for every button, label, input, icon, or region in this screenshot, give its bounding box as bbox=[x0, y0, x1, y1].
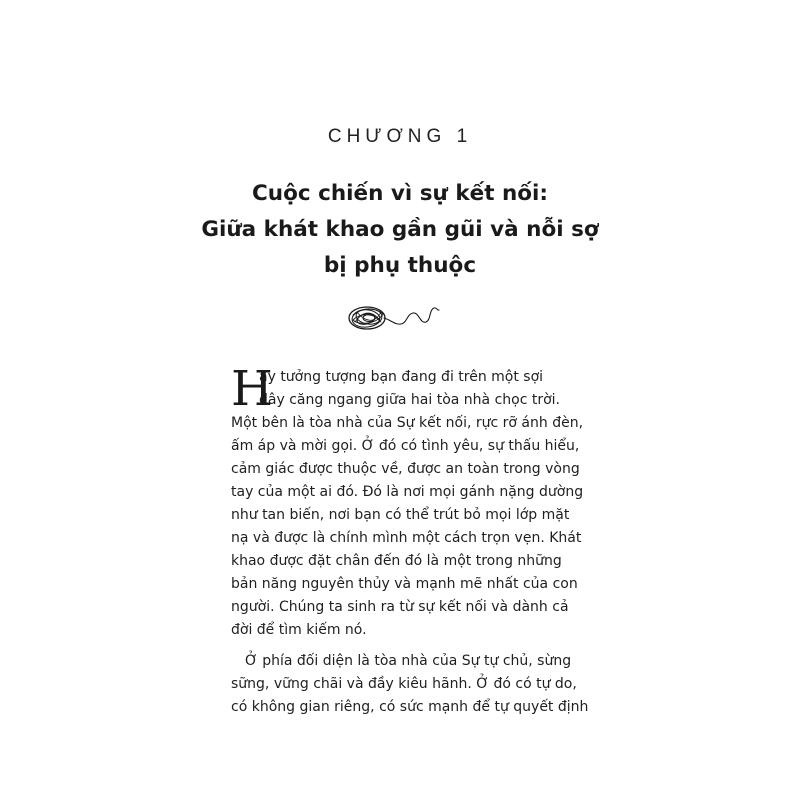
paragraph-line: Một bên là tòa nhà của Sự kết nối, rực rỡ ánh đèn, bbox=[231, 415, 584, 431]
paragraph-line: như tan biến, nơi bạn có thể trút bỏ mọi lớp mặt bbox=[231, 507, 570, 523]
paragraph-2 bbox=[231, 650, 591, 719]
paragraph-line: bản năng nguyên thủy và mạnh mẽ nhất của con bbox=[231, 576, 578, 592]
chapter-title bbox=[150, 176, 650, 284]
paragraph-line: sững, vững chãi và đầy kiêu hãnh. Ở đó có tự do, bbox=[231, 676, 577, 692]
body-text bbox=[231, 361, 591, 719]
paragraph-line: khao được đặt chân đến đó là một trong những bbox=[231, 553, 562, 569]
drop-cap: H bbox=[231, 361, 273, 417]
chapter-label: CHƯƠNG 1 bbox=[327, 126, 473, 147]
chapter-title-line: bị phụ thuộc bbox=[323, 253, 477, 278]
paragraph-line: cảm giác được thuộc về, được an toàn trong vòng bbox=[231, 461, 580, 477]
paragraph-line: đời để tìm kiếm nó. bbox=[231, 622, 367, 638]
paragraph-line: có không gian riêng, có sức mạnh để tự quyết định bbox=[231, 699, 589, 715]
paragraph-line: nạ và được là chính mình một cách trọn vẹn. Khát bbox=[231, 530, 582, 546]
paragraph-line: người. Chúng ta sinh ra từ sự kết nối và dành cả bbox=[231, 599, 569, 615]
scribble-thread-ornament-icon bbox=[345, 298, 455, 338]
paragraph-line: Ở phía đối diện là tòa nhà của Sự tự chủ, sừng bbox=[245, 653, 572, 669]
paragraph-line: ãy tưởng tượng bạn đang đi trên một sợi bbox=[259, 369, 544, 385]
paragraph-line: tay của một ai đó. Đó là nơi mọi gánh nặng dường bbox=[231, 484, 584, 500]
chapter-title-line: Cuộc chiến vì sự kết nối: bbox=[251, 181, 549, 206]
paragraph-line: ấm áp và mời gọi. Ở đó có tình yêu, sự thấu hiểu, bbox=[231, 438, 580, 454]
paragraph-line: dây căng ngang giữa hai tòa nhà chọc trời. bbox=[259, 392, 560, 408]
paragraph-1 bbox=[231, 361, 591, 642]
chapter-title-line: Giữa khát khao gần gũi và nỗi sợ bbox=[201, 217, 599, 242]
